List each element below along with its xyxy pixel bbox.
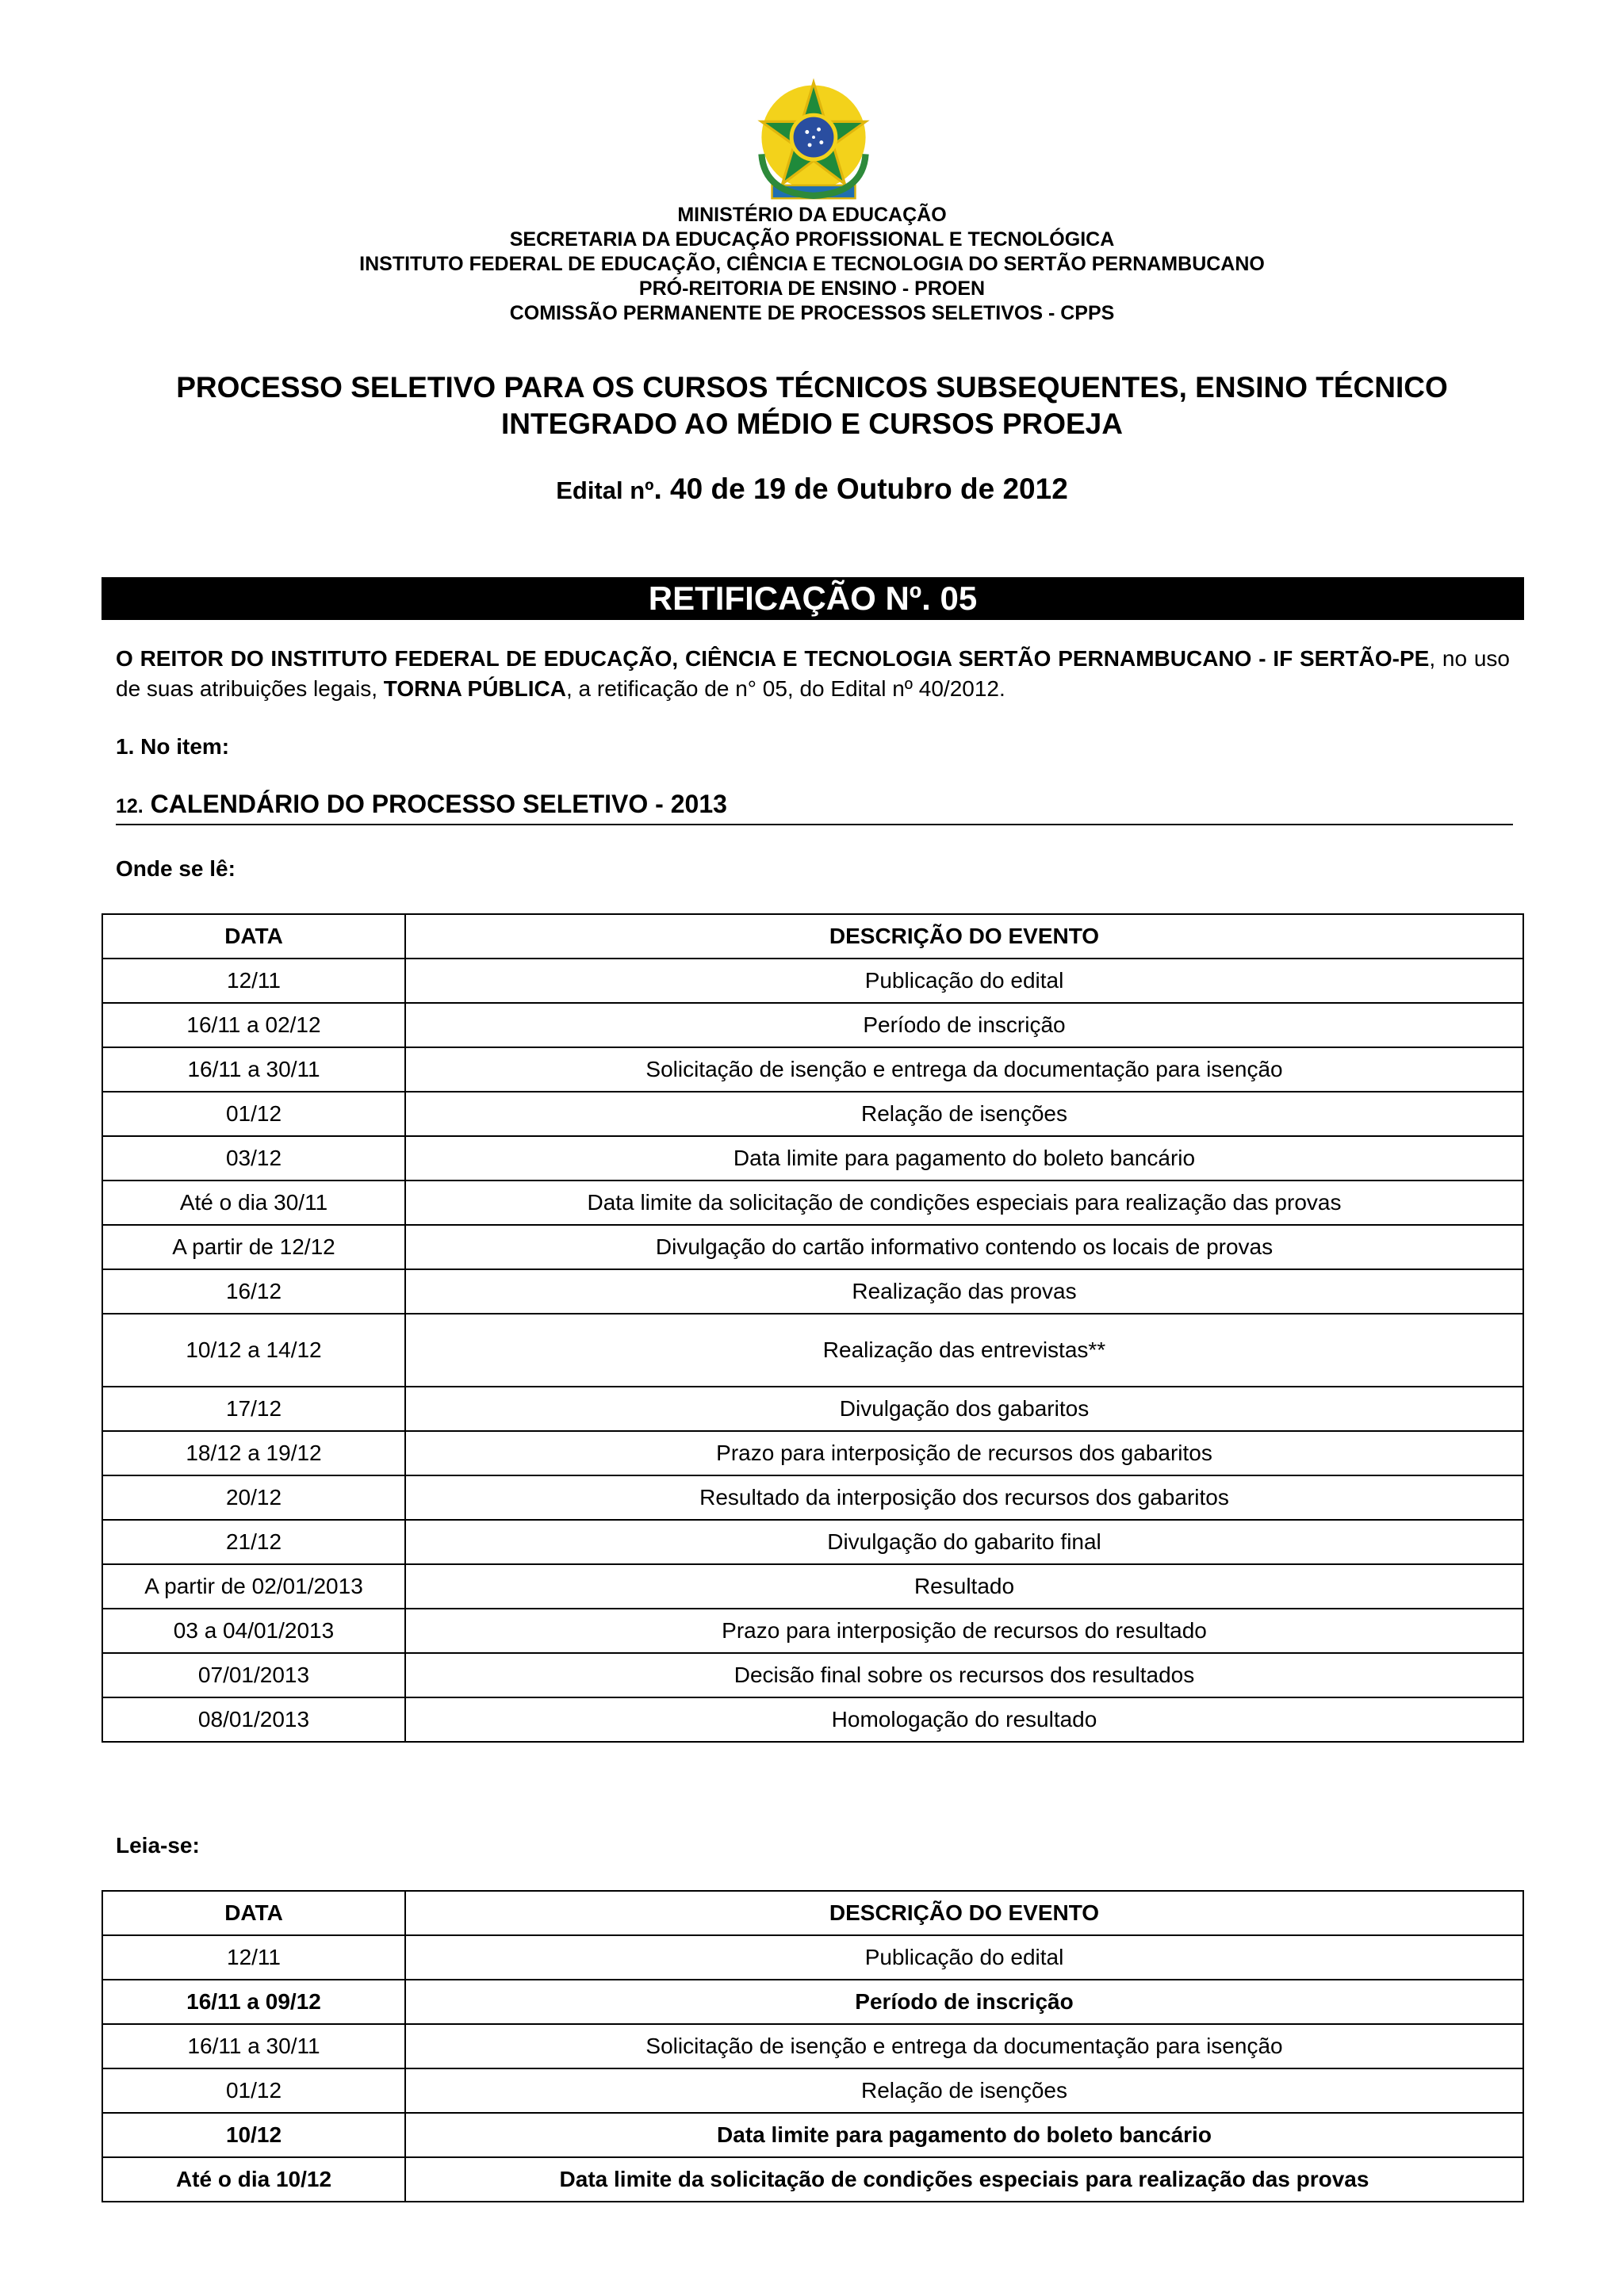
header-data: DATA [102,1891,405,1935]
intro-text-1: , no uso de suas atribuições legais, [116,646,1510,701]
cell-descricao: Prazo para interposição de recursos do resultado [405,1609,1523,1653]
cell-descricao: Divulgação do cartão informativo contendo os locais de provas [405,1225,1523,1269]
intro-paragraph [116,644,1510,704]
cell-descricao: Relação de isenções [405,1092,1523,1136]
table-row [102,1047,1523,1092]
leia-se-label: Leia-se: [116,1833,200,1858]
header-line: MINISTÉRIO DA EDUCAÇÃO [677,204,947,226]
cell-data: 01/12 [102,2068,405,2113]
table-row [102,1269,1523,1314]
cell-descricao: Publicação do edital [405,1935,1523,1980]
cell-descricao: Período de inscrição [405,1980,1523,2024]
table-row [102,959,1523,1003]
cell-data: 20/12 [102,1475,405,1520]
cell-descricao: Período de inscrição [405,1003,1523,1047]
cell-data: 16/11 a 30/11 [102,2024,405,2068]
section-heading [116,790,1513,825]
cell-data: 03 a 04/01/2013 [102,1609,405,1653]
table-row [102,1387,1523,1431]
table-row-changed [102,2157,1523,2202]
cell-descricao: Resultado [405,1564,1523,1609]
section-title: CALENDÁRIO DO PROCESSO SELETIVO - 2013 [143,790,727,818]
table-row [102,1314,1523,1387]
table-row [102,1935,1523,1980]
cell-data: 16/11 a 09/12 [102,1980,405,2024]
cell-descricao: Data limite para pagamento do boleto bancário [405,2113,1523,2157]
cell-data: 21/12 [102,1520,405,1564]
header-data: DATA [102,914,405,959]
header-descricao: DESCRIÇÃO DO EVENTO [405,914,1523,959]
header-line: COMISSÃO PERMANENTE DE PROCESSOS SELETIVOS - CPPS [509,302,1115,324]
edital-reference [0,471,1624,509]
table-row [102,1136,1523,1181]
header-line: SECRETARIA DA EDUCAÇÃO PROFISSIONAL E TECNOLÓGICA [509,228,1115,251]
cell-descricao: Data limite da solicitação de condições especiais para realização das provas [405,1181,1523,1225]
title-line: PROCESSO SELETIVO PARA OS CURSOS TÉCNICOS SUBSEQUENTES, ENSINO TÉCNICO [176,371,1448,404]
document-title [79,369,1545,442]
edital-prefix: Edital nº [556,476,654,504]
cell-descricao: Solicitação de isenção e entrega da documentação para isenção [405,2024,1523,2068]
onde-se-le-label: Onde se lê: [116,856,236,881]
cell-data: 18/12 a 19/12 [102,1431,405,1475]
cell-data: A partir de 02/01/2013 [102,1564,405,1609]
table-header-row [102,1891,1523,1935]
item-label: 1. No item: [116,734,230,759]
table-row [102,1697,1523,1742]
cell-descricao: Solicitação de isenção e entrega da documentação para isenção [405,1047,1523,1092]
intro-bold-1: O REITOR DO INSTITUTO FEDERAL DE EDUCAÇÃO, CIÊNCIA E TECNOLOGIA SERTÃO PERNAMBUCANO - IF SERTÃO-PE [116,646,1430,671]
cell-data: 16/11 a 02/12 [102,1003,405,1047]
cell-data: Até o dia 10/12 [102,2157,405,2202]
section-number: 12. [116,795,144,817]
institution-header [0,203,1624,326]
table-row-changed [102,1980,1523,2024]
cell-data: 16/12 [102,1269,405,1314]
cell-data: 01/12 [102,1092,405,1136]
table-row [102,1181,1523,1225]
intro-text-2: , a retificação de n° 05, do Edital nº 40/2012. [565,676,1005,701]
cell-descricao: Decisão final sobre os recursos dos resultados [405,1653,1523,1697]
cell-data: 03/12 [102,1136,405,1181]
table-row [102,2068,1523,2113]
table-row [102,1092,1523,1136]
brazil-coat-of-arms-icon [749,76,879,206]
cell-descricao: Realização das provas [405,1269,1523,1314]
table-row [102,1520,1523,1564]
edital-rest: . 40 de 19 de Outubro de 2012 [653,473,1068,505]
table-row [102,1475,1523,1520]
table-row [102,1003,1523,1047]
calendar-table-new [102,1890,1524,2202]
table-header-row [102,914,1523,959]
cell-descricao: Realização das entrevistas** [405,1314,1523,1387]
table-row-changed [102,2113,1523,2157]
table-row [102,1609,1523,1653]
intro-bold-2: TORNA PÚBLICA [383,676,566,701]
cell-descricao: Data limite da solicitação de condições especiais para realização das provas [405,2157,1523,2202]
header-line: PRÓ-REITORIA DE ENSINO - PROEN [638,277,986,300]
cell-data: 17/12 [102,1387,405,1431]
cell-descricao: Divulgação dos gabaritos [405,1387,1523,1431]
cell-data: 16/11 a 30/11 [102,1047,405,1092]
header-line: INSTITUTO FEDERAL DE EDUCAÇÃO, CIÊNCIA E TECNOLOGIA DO SERTÃO PERNAMBUCANO [359,253,1265,275]
cell-descricao: Homologação do resultado [405,1697,1523,1742]
table-row [102,2024,1523,2068]
cell-data: Até o dia 30/11 [102,1181,405,1225]
title-line: INTEGRADO AO MÉDIO E CURSOS PROEJA [501,408,1123,440]
table-row [102,1653,1523,1697]
header-descricao: DESCRIÇÃO DO EVENTO [405,1891,1523,1935]
cell-descricao: Prazo para interposição de recursos dos gabaritos [405,1431,1523,1475]
cell-data: 10/12 a 14/12 [102,1314,405,1387]
cell-descricao: Resultado da interposição dos recursos dos gabaritos [405,1475,1523,1520]
cell-descricao: Data limite para pagamento do boleto bancário [405,1136,1523,1181]
table-row [102,1225,1523,1269]
cell-descricao: Publicação do edital [405,959,1523,1003]
table-row [102,1564,1523,1609]
cell-descricao: Relação de isenções [405,2068,1523,2113]
retificacao-banner: RETIFICAÇÃO Nº. 05 [102,577,1524,620]
calendar-table-old [102,913,1524,1743]
cell-data: A partir de 12/12 [102,1225,405,1269]
table-row [102,1431,1523,1475]
cell-data: 12/11 [102,1935,405,1980]
cell-data: 07/01/2013 [102,1653,405,1697]
cell-descricao: Divulgação do gabarito final [405,1520,1523,1564]
cell-data: 12/11 [102,959,405,1003]
cell-data: 08/01/2013 [102,1697,405,1742]
cell-data: 10/12 [102,2113,405,2157]
